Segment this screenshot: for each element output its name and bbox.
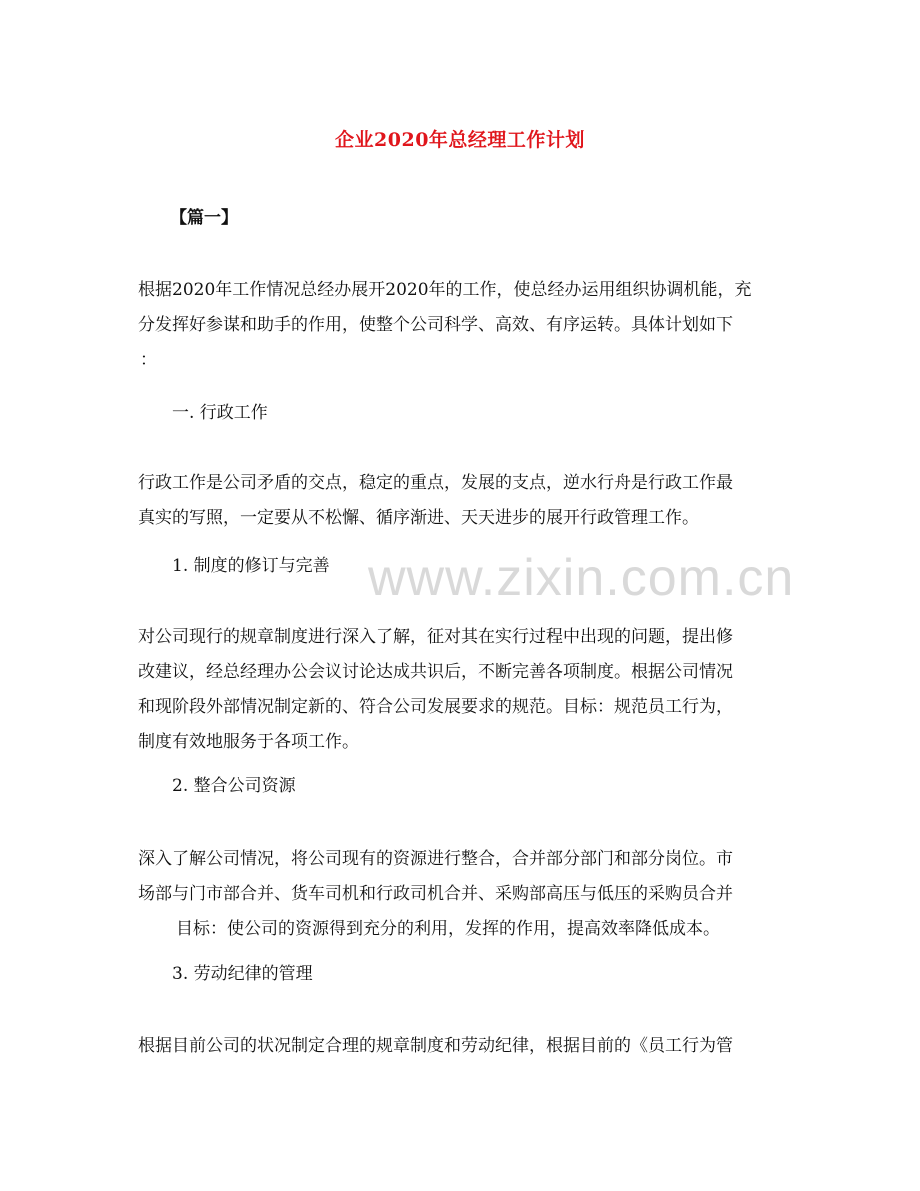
text-line: 场部与门市部合并、货车司机和行政司机合并、采购部高压与低压的采购员合并 [138, 884, 733, 904]
text-line: 对公司现行的规章制度进行深入了解，征对其在实行过程中出现的问题，提出修 [138, 627, 733, 647]
admin-paragraph [138, 466, 778, 536]
text-line: 深入了解公司情况，将公司现有的资源进行整合，合并部分部门和部分岗位。市 [138, 849, 733, 869]
document-title: 企业2020年总经理工作计划 [335, 129, 585, 151]
heading-regulations: 1. 制度的修订与完善 [172, 556, 330, 576]
text-line: 制度有效地服务于各项工作。 [138, 732, 359, 752]
text-line: 和现阶段外部情况制定新的、符合公司发展要求的规范。目标：规范员工行为， [138, 697, 733, 717]
intro-paragraph [138, 273, 778, 378]
heading-discipline: 3. 劳动纪律的管理 [172, 964, 313, 984]
regulations-paragraph [138, 620, 778, 760]
text-line: ： [140, 350, 157, 370]
watermark: www.zixin.com.cn [368, 549, 795, 607]
text-line: 根据目前公司的状况制定合理的规章制度和劳动纪律，根据目前的《员工行为管 [138, 1036, 733, 1056]
section-tag: 【篇一】 [170, 208, 238, 228]
text-line: 行政工作是公司矛盾的交点，稳定的重点，发展的支点，逆水行舟是行政工作最 [138, 473, 733, 493]
text-line: 分发挥好参谋和助手的作用，使整个公司科学、高效、有序运转。具体计划如下 [138, 315, 733, 335]
discipline-paragraph [138, 1029, 778, 1064]
heading-resources: 2. 整合公司资源 [172, 776, 296, 796]
resources-paragraph [138, 842, 778, 947]
text-line: 真实的写照，一定要从不松懈、循序渐进、天天进步的展开行政管理工作。 [138, 508, 699, 528]
text-line: 目标：使公司的资源得到充分的利用，发挥的作用，提高效率降低成本。 [176, 919, 720, 939]
text-line: 根据2020年工作情况总经办展开2020年的工作，使总经办运用组织协调机能，充 [138, 280, 752, 300]
text-line: 改建议，经总经理办公会议讨论达成共识后，不断完善各项制度。根据公司情况 [138, 662, 733, 682]
heading-admin: 一. 行政工作 [172, 403, 268, 423]
